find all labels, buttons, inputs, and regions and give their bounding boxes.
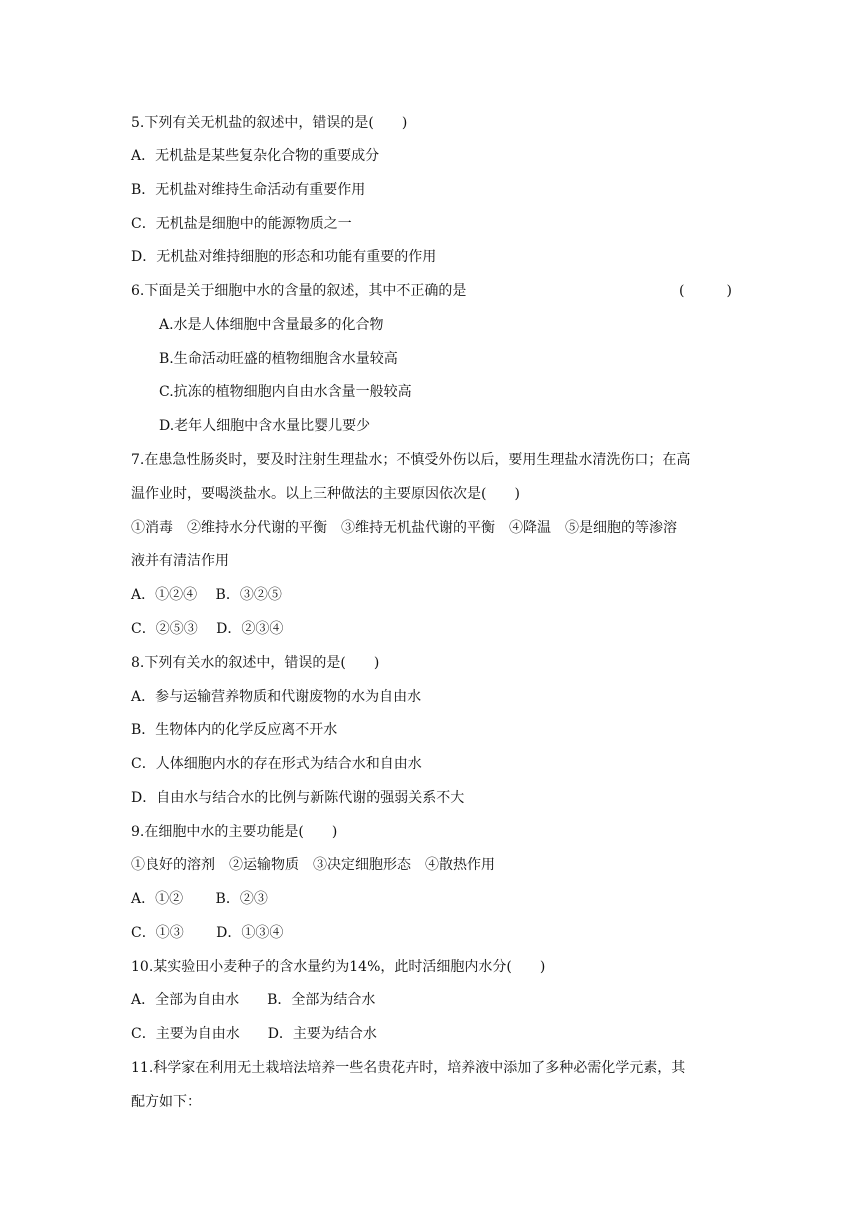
question-6-option-c: C.抗冻的植物细胞内自由水含量一般较高: [159, 384, 412, 400]
question-8-stem: 8.下列有关水的叙述中，错误的是( ): [131, 655, 380, 671]
question-10-stem: 10.某实验田小麦种子的含水量约为14%，此时活细胞内水分( ): [131, 959, 546, 975]
question-8-option-b: B．生物体内的化学反应离不开水: [131, 722, 338, 738]
question-5-stem: 5.下列有关无机盐的叙述中，错误的是( ): [131, 115, 408, 131]
question-7-options-ab: A．①②④ B．③②⑤: [131, 587, 282, 603]
question-10-options-ab: A．全部为自由水 B．全部为结合水: [131, 992, 376, 1008]
question-7-items-line-1: ①消毒 ②维持水分代谢的平衡 ③维持无机盐代谢的平衡 ④降温 ⑤是细胞的等渗溶: [131, 520, 677, 536]
question-7-items-line-2: 液并有清洁作用: [131, 553, 229, 569]
question-9-items: ①良好的溶剂 ②运输物质 ③决定细胞形态 ④散热作用: [131, 857, 495, 873]
question-9-stem: 9.在细胞中水的主要功能是( ): [131, 824, 338, 840]
question-8-option-c: C．人体细胞内水的存在形式为结合水和自由水: [131, 756, 422, 772]
question-7-stem-line-2: 温作业时，要喝淡盐水。以上三种做法的主要原因依次是( ): [131, 486, 520, 502]
question-5-option-a: A．无机盐是某些复杂化合物的重要成分: [131, 148, 380, 164]
question-5-option-d: D．无机盐对维持细胞的形态和功能有重要的作用: [131, 249, 437, 265]
question-9-options-cd: C．①③ D．①③④: [131, 925, 284, 941]
question-10-options-cd: C．主要为自由水 D．主要为结合水: [131, 1026, 377, 1042]
question-5-option-b: B．无机盐对维持生命活动有重要作用: [131, 182, 366, 198]
question-6-option-a: A.水是人体细胞中含量最多的化合物: [159, 317, 384, 333]
question-6-option-d: D.老年人细胞中含水量比婴儿要少: [159, 418, 371, 434]
question-11-stem-line-1: 11.科学家在利用无土栽培法培养一些名贵花卉时，培养液中添加了多种必需化学元素，其: [131, 1060, 686, 1076]
question-7-stem-line-1: 7.在患急性肠炎时，要及时注射生理盐水；不慎受外伤以后，要用生理盐水清洗伤口；在高: [131, 452, 691, 468]
question-5-option-c: C．无机盐是细胞中的能源物质之一: [131, 216, 352, 232]
question-7-options-cd: C．②⑤③ D．②③④: [131, 621, 284, 637]
question-11-stem-line-2: 配方如下：: [131, 1094, 201, 1110]
question-6-stem: 6.下面是关于细胞中水的含量的叙述，其中不正确的是: [131, 283, 467, 299]
question-6-option-b: B.生命活动旺盛的植物细胞含水量较高: [159, 351, 398, 367]
question-6-answer-paren: ( ): [679, 283, 732, 299]
question-8-option-a: A．参与运输营养物质和代谢废物的水为自由水: [131, 689, 422, 705]
question-8-option-d: D．自由水与结合水的比例与新陈代谢的强弱关系不大: [131, 790, 465, 806]
question-9-options-ab: A．①② B．②③: [131, 891, 268, 907]
